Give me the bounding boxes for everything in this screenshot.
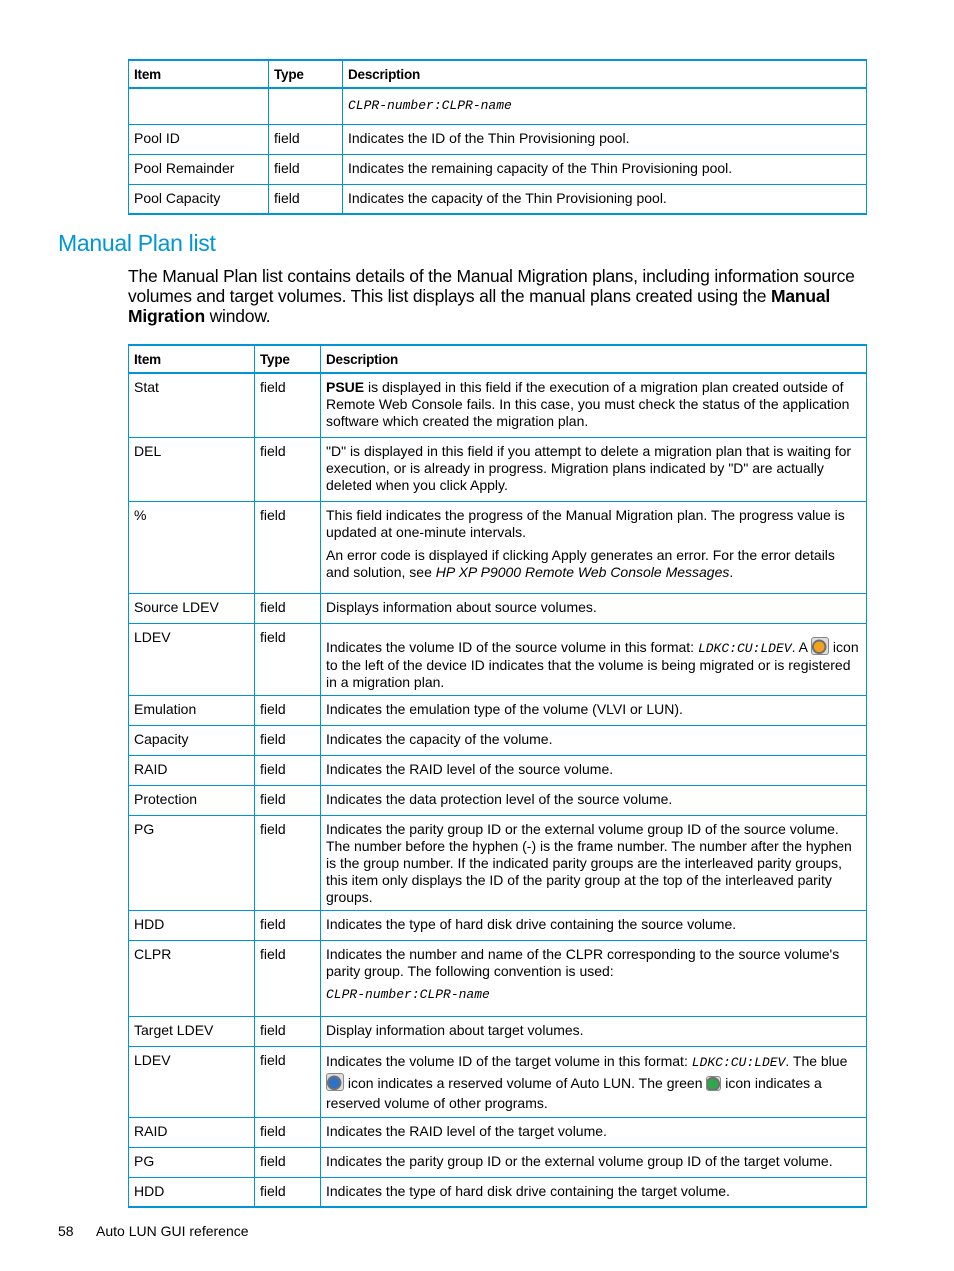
- reserved-other-icon: [706, 1076, 721, 1091]
- cell-type: field: [269, 184, 343, 214]
- table-row: [129, 623, 867, 695]
- cell-item: RAID: [129, 1117, 255, 1147]
- cell-type: field: [255, 437, 321, 501]
- cell-description: Indicates the RAID level of the target volume.: [321, 1117, 867, 1147]
- page-footer: [58, 1223, 249, 1239]
- cell-type: [269, 88, 343, 124]
- volume-migrating-icon: [811, 637, 829, 655]
- cell-type: field: [269, 154, 343, 184]
- table-row: [129, 725, 867, 755]
- clpr-code: CLPR-number:CLPR-name: [326, 986, 490, 1002]
- description-text: Indicates the volume ID of the target volume in this format:: [326, 1052, 692, 1069]
- table-row: [129, 501, 867, 593]
- description-text: is displayed in this field if the execution of a migration plan created outside of Remote Web Console fails. In this case, you must check the status of the application software which created the migration plan.: [326, 379, 850, 429]
- table-row: [129, 1177, 867, 1207]
- cell-item: [129, 88, 269, 124]
- cell-item: Capacity: [129, 725, 255, 755]
- cell-description: Indicates the remaining capacity of the Thin Provisioning pool.: [343, 154, 867, 184]
- reserved-auto-lun-icon: [326, 1073, 344, 1091]
- cell-description: Indicates the RAID level of the source volume.: [321, 755, 867, 785]
- table-row: [129, 1117, 867, 1147]
- table-row: [129, 695, 867, 725]
- description-text: . A: [791, 638, 812, 655]
- table-row: [129, 910, 867, 940]
- cell-description: Indicates the type of hard disk drive containing the source volume.: [321, 910, 867, 940]
- table-row: [129, 593, 867, 623]
- cell-description: [321, 1046, 867, 1117]
- cell-description: [321, 940, 867, 1016]
- cell-description: Indicates the type of hard disk drive containing the target volume.: [321, 1177, 867, 1207]
- table-row: [129, 124, 867, 154]
- ldev-format-code: LDKC:CU:LDEV: [697, 640, 792, 656]
- table-row: [129, 940, 867, 1016]
- cell-type: field: [255, 725, 321, 755]
- cell-type: field: [255, 1016, 321, 1046]
- table-row: [129, 1046, 867, 1117]
- cell-item: CLPR: [129, 940, 255, 1016]
- header-item: Item: [129, 60, 269, 88]
- ldev-format-code: LDKC:CU:LDEV: [691, 1054, 786, 1070]
- cell-type: field: [255, 910, 321, 940]
- cell-description: [321, 623, 867, 695]
- cell-type: field: [255, 755, 321, 785]
- cell-type: field: [255, 501, 321, 593]
- footer-section-title: Auto LUN GUI reference: [96, 1223, 249, 1239]
- description-text-end: .: [729, 563, 734, 580]
- cell-item: PG: [129, 1147, 255, 1177]
- header-item: Item: [129, 345, 255, 373]
- cell-item: LDEV: [129, 623, 255, 695]
- cell-type: field: [255, 785, 321, 815]
- cell-type: field: [255, 623, 321, 695]
- cell-description: Displays information about source volumes.: [321, 593, 867, 623]
- page-number: 58: [58, 1223, 74, 1239]
- psue-status: PSUE: [326, 379, 365, 395]
- cell-type: field: [255, 593, 321, 623]
- cell-description: Indicates the parity group ID or the external volume group ID of the source volume. The number before the hyphen (-) is the frame number. The number after the hyphen is the group number. If the indicated parity groups are the interleaved parity groups, this item only displays the ID of the parity group at the top of the interleaved parity groups.: [321, 815, 867, 910]
- cell-description: Display information about target volumes.: [321, 1016, 867, 1046]
- cell-type: field: [255, 1147, 321, 1177]
- cell-type: field: [255, 1117, 321, 1147]
- cell-type: field: [255, 373, 321, 437]
- table-row: [129, 437, 867, 501]
- cell-item: Protection: [129, 785, 255, 815]
- cell-description: Indicates the capacity of the Thin Provisioning pool.: [343, 184, 867, 214]
- table-row: [129, 154, 867, 184]
- table-row: [129, 184, 867, 214]
- description-text: An error code is displayed if clicking Apply generates an error. For the error details and solution, see: [326, 546, 835, 580]
- clpr-code: CLPR-number:CLPR-name: [348, 98, 512, 113]
- header-type: Type: [255, 345, 321, 373]
- description-paragraph: This field indicates the progress of the Manual Migration plan. The progress value is updated at one-minute intervals.: [326, 506, 845, 540]
- cell-item: Emulation: [129, 695, 255, 725]
- cell-description: Indicates the parity group ID or the external volume group ID of the target volume.: [321, 1147, 867, 1177]
- cell-item: HDD: [129, 1177, 255, 1207]
- cell-description: [321, 373, 867, 437]
- cell-type: field: [255, 1177, 321, 1207]
- table-header-row: [129, 345, 867, 373]
- cell-description: Indicates the emulation type of the volume (VLVI or LUN).: [321, 695, 867, 725]
- description-text: . The blue: [785, 1052, 848, 1069]
- section-intro: [128, 266, 873, 326]
- section-title: Manual Plan list: [58, 230, 216, 256]
- manual-reference: HP XP P9000 Remote Web Console Messages: [435, 563, 730, 580]
- cell-type: field: [269, 124, 343, 154]
- cell-type: field: [255, 1046, 321, 1117]
- cell-description: [321, 501, 867, 593]
- cell-description: "D" is displayed in this field if you attempt to delete a migration plan that is waiting for execution, or is already in progress. Migration plans indicated by "D" are actually deleted when you click Apply.: [321, 437, 867, 501]
- table-row: [129, 755, 867, 785]
- table-row: [129, 785, 867, 815]
- description-text: Indicates the volume ID of the source volume in this format:: [326, 638, 698, 655]
- header-type: Type: [269, 60, 343, 88]
- cell-item: Pool Capacity: [129, 184, 269, 214]
- description-paragraph: [326, 547, 861, 581]
- header-description: Description: [343, 60, 867, 88]
- description-text-end: icon to the left of the device ID indicates that the volume is being migrated or is registered in a migration plan.: [326, 638, 859, 690]
- table-row: [129, 815, 867, 910]
- cell-description: Indicates the data protection level of the source volume.: [321, 785, 867, 815]
- cell-type: field: [255, 815, 321, 910]
- header-description: Description: [321, 345, 867, 373]
- cell-item: Stat: [129, 373, 255, 437]
- cell-item: PG: [129, 815, 255, 910]
- table-header-row: [129, 60, 867, 88]
- cell-item: RAID: [129, 755, 255, 785]
- cell-item: HDD: [129, 910, 255, 940]
- cell-item: LDEV: [129, 1046, 255, 1117]
- cell-description: Indicates the capacity of the volume.: [321, 725, 867, 755]
- cell-type: field: [255, 695, 321, 725]
- cell-item: %: [129, 501, 255, 593]
- cell-item: Pool Remainder: [129, 154, 269, 184]
- table-row: [129, 1016, 867, 1046]
- cell-description: Indicates the ID of the Thin Provisioning pool.: [343, 124, 867, 154]
- cell-type: field: [255, 940, 321, 1016]
- table-row: [129, 88, 867, 124]
- table-row: [129, 1147, 867, 1177]
- cell-description: [343, 88, 867, 124]
- cell-item: Source LDEV: [129, 593, 255, 623]
- cell-item: Pool ID: [129, 124, 269, 154]
- table-row: [129, 373, 867, 437]
- manual-plan-table: [128, 344, 867, 1208]
- intro-text: The Manual Plan list contains details of the Manual Migration plans, including information source volumes and target volumes. This list displays all the manual plans created using the: [128, 266, 855, 306]
- pool-table: [128, 59, 867, 215]
- intro-window-name: Manual Migration: [128, 286, 831, 326]
- cell-item: Target LDEV: [129, 1016, 255, 1046]
- description-text: icon indicates a reserved volume of Auto LUN. The green: [344, 1074, 707, 1091]
- description-text-end: icon indicates a reserved volume of other programs.: [326, 1074, 822, 1111]
- description-paragraph: Indicates the number and name of the CLPR corresponding to the source volume's parity group. The following convention is used:: [326, 945, 840, 979]
- cell-item: DEL: [129, 437, 255, 501]
- intro-text-end: window.: [204, 306, 271, 326]
